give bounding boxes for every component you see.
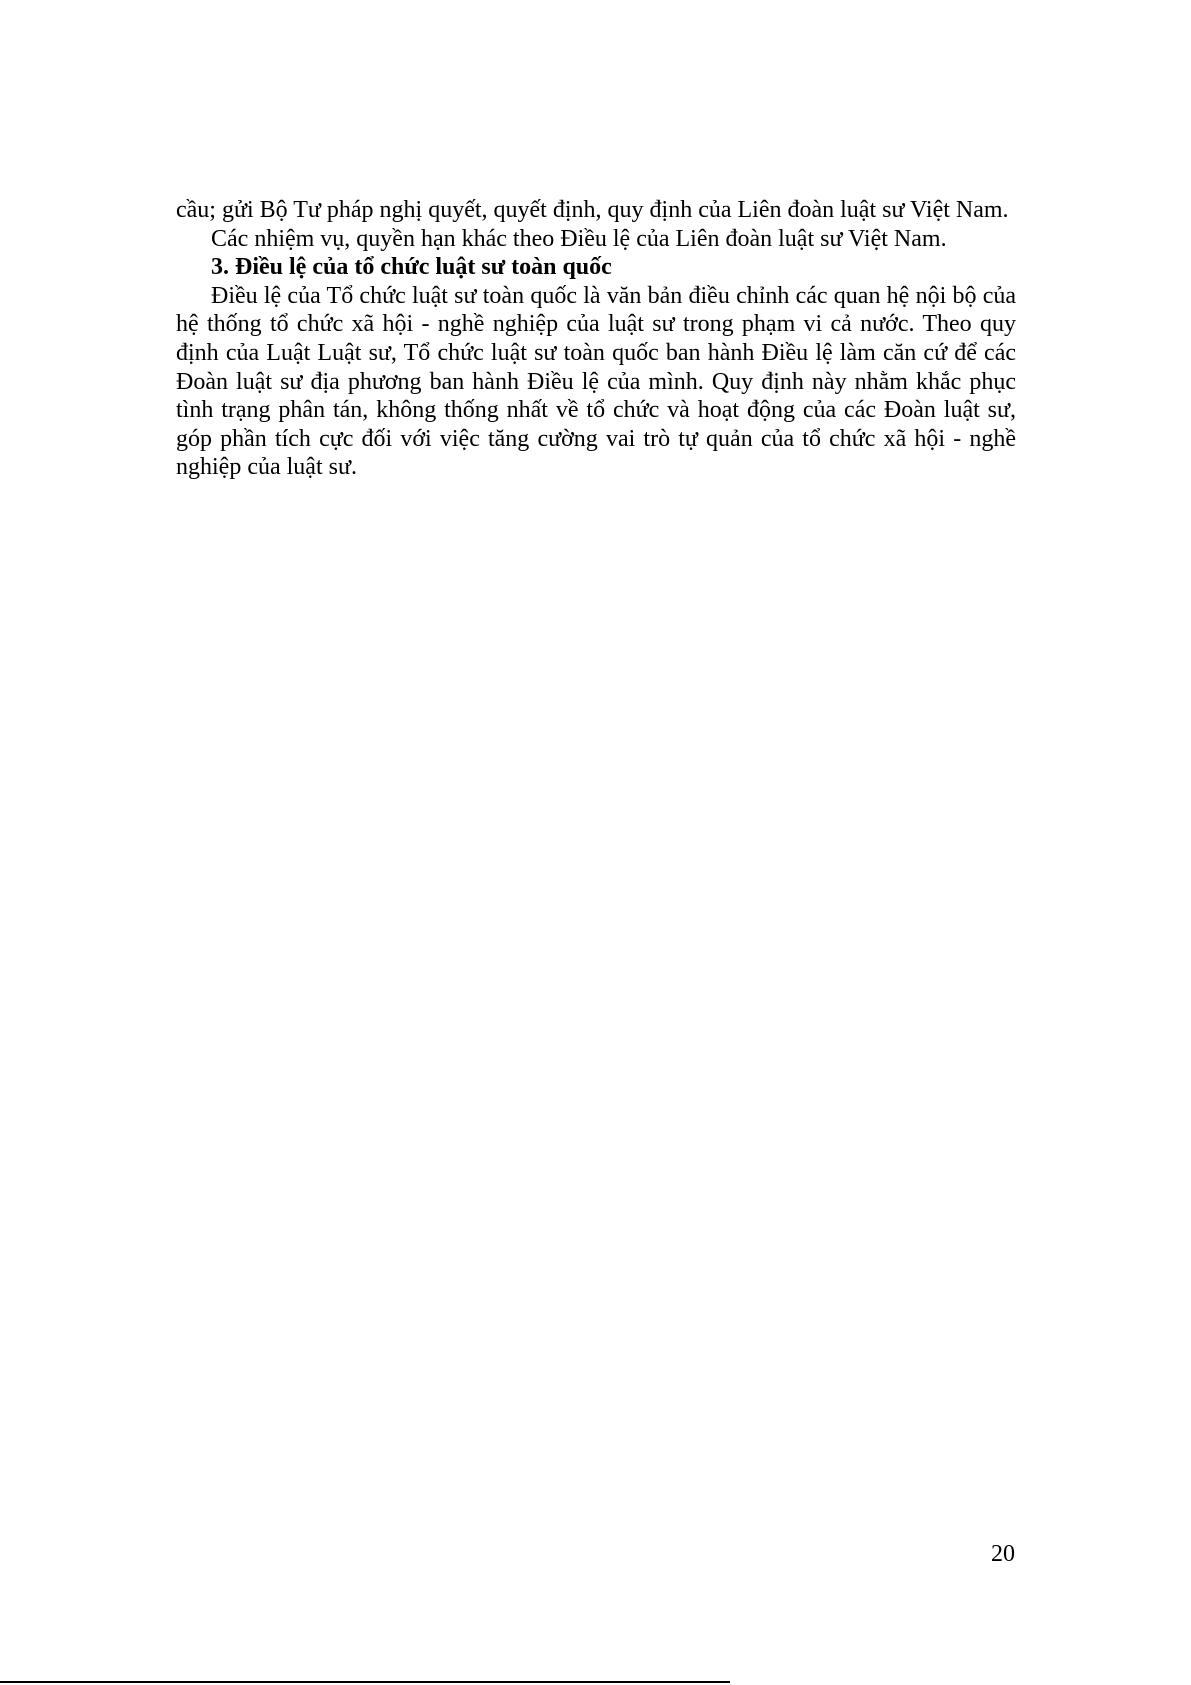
- document-body: [176, 196, 1016, 482]
- page-number: 20: [991, 1541, 1015, 1567]
- paragraph-other-duties: Các nhiệm vụ, quyền hạn khác theo Điều lệ của Liên đoàn luật sư Việt Nam.: [211, 225, 947, 252]
- bottom-rule-dashed: [600, 1681, 730, 1683]
- paragraph-charter: Điều lệ của Tổ chức luật sư toàn quốc là văn bản điều chỉnh các quan hệ nội bộ của hệ thống tổ chức xã hội - nghề nghiệp của luật sư trong phạm vi cả nước. Theo quy định của Luật Luật sư, Tổ chức luật sư toàn quốc ban hành Điều lệ làm căn cứ để các Đoàn luật sư địa phương ban hành Điều lệ của mình. Quy định này nhằm khắc phục tình trạng phân tán, không thống nhất về tổ chức và hoạt động của các Đoàn luật sư, góp phần tích cực đối với việc tăng cường vai trò tự quản của tổ chức xã hội - nghề nghiệp của luật sư.: [176, 282, 1016, 481]
- section-heading: 3. Điều lệ của tổ chức luật sư toàn quốc: [211, 254, 612, 281]
- paragraph-continuation: cầu; gửi Bộ Tư pháp nghị quyết, quyết định, quy định của Liên đoàn luật sư Việt Nam.: [176, 197, 1009, 223]
